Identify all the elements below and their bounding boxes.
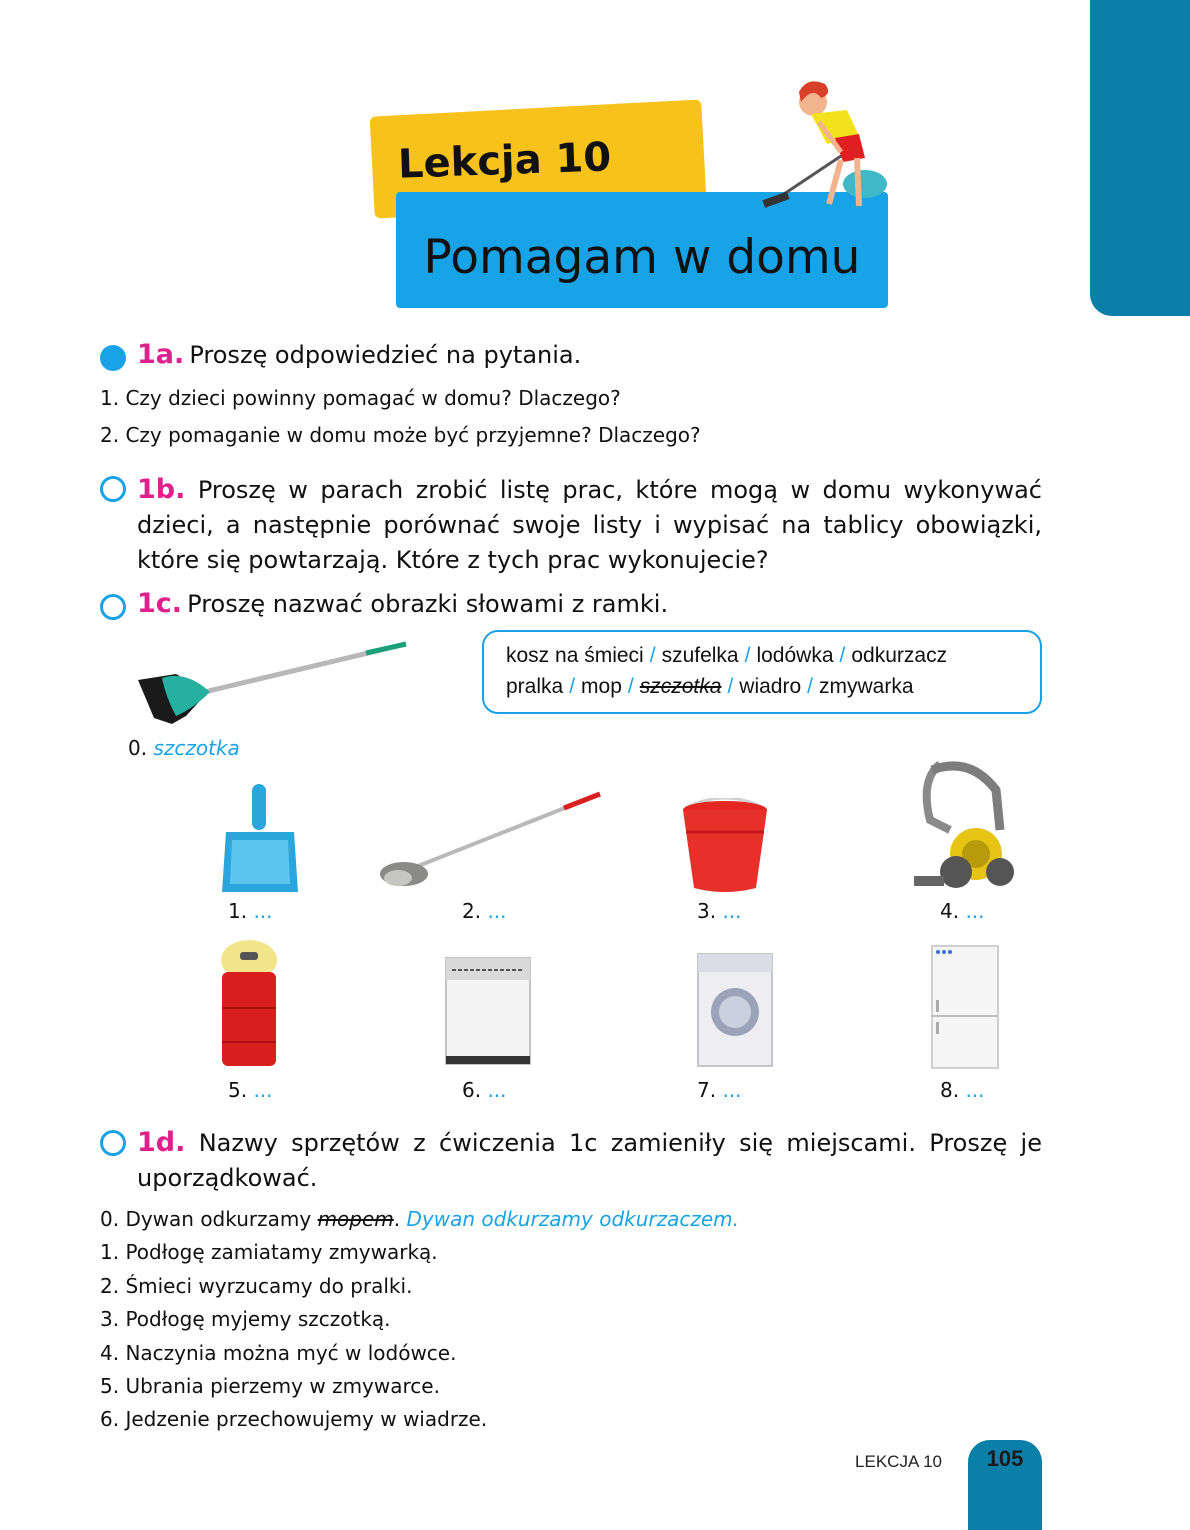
question-line: 1. Czy dzieci powinny pomagać w domu? Dlaczego? — [100, 386, 621, 410]
item-number: 4. — [940, 899, 960, 923]
exercise-1d-block — [137, 1125, 1042, 1196]
fridge-icon — [930, 944, 1000, 1070]
example-sentence-answer: Dywan odkurzamy odkurzaczem. — [406, 1207, 740, 1231]
item-number: 7. — [697, 1078, 717, 1102]
sentence-line: 6. Jedzenie przechowujemy w wiadrze. — [100, 1407, 488, 1431]
item-number: 5. — [228, 1078, 248, 1102]
item-blank: ... — [253, 1078, 273, 1102]
example-number: 0. — [128, 736, 148, 760]
word-item: zmywarka — [819, 675, 914, 698]
item-number: 3. — [697, 899, 717, 923]
item-blank: ... — [965, 1078, 985, 1102]
word-separator: / — [807, 675, 814, 698]
item-blank: ... — [487, 899, 507, 923]
exercise-1d-number: 1d. — [137, 1127, 186, 1158]
exercise-1c-instruction: Proszę nazwać obrazki słowami z ramki. — [187, 590, 669, 618]
example-sentence — [100, 1207, 739, 1231]
page-title: Pomagam w domu — [423, 230, 861, 285]
page-number: 105 — [986, 1446, 1024, 1471]
washing-machine-icon — [696, 952, 774, 1068]
word-separator: / — [839, 644, 846, 667]
item-blank: ... — [965, 899, 985, 923]
question-line: 2. Czy pomaganie w domu może być przyjemne? Dlaczego? — [100, 423, 701, 447]
item-number: 1. — [228, 899, 248, 923]
word-separator: / — [744, 644, 751, 667]
vacuum-icon — [910, 760, 1016, 892]
item-blank: ... — [722, 1078, 742, 1102]
item-blank: ... — [722, 899, 742, 923]
word-item: lodówka — [756, 644, 834, 667]
sentence-line: 4. Naczynia można myć w lodówce. — [100, 1341, 457, 1365]
exercise-1c-number: 1c. — [137, 588, 183, 619]
sentence-line: 1. Podłogę zamiatamy zmywarką. — [100, 1240, 438, 1264]
word-item: mop — [581, 675, 622, 698]
word-separator: / — [627, 675, 634, 698]
exercise-1a-number: 1a. — [137, 339, 185, 370]
chapter-side-tab — [1090, 0, 1190, 316]
word-separator: / — [649, 644, 656, 667]
word-box — [482, 630, 1042, 714]
broom-icon — [136, 636, 412, 732]
word-item: odkurzacz — [851, 644, 948, 667]
pair-work-icon — [100, 594, 126, 620]
exercise-1b-number: 1b. — [137, 474, 186, 505]
item-blank: ... — [253, 899, 273, 923]
pair-work-icon — [100, 476, 126, 502]
example-struck-word: mopem — [317, 1207, 394, 1231]
item-number: 8. — [940, 1078, 960, 1102]
word-item-used: szczotka — [639, 675, 722, 698]
trash-bin-icon — [218, 938, 280, 1070]
word-item: wiadro — [739, 675, 802, 698]
word-item: kosz na śmieci — [506, 644, 644, 667]
mop-icon — [378, 788, 604, 890]
exercise-1d-instruction: Nazwy sprzętów z ćwiczenia 1c zamieniły się miejscami. Proszę je uporządkować. — [137, 1129, 1042, 1192]
pair-work-icon — [100, 1130, 126, 1156]
item-number: 6. — [462, 1078, 482, 1102]
item-number: 2. — [462, 899, 482, 923]
exercise-1b-block — [137, 472, 1042, 578]
speaking-icon — [100, 345, 126, 371]
exercise-1a-instruction: Proszę odpowiedzieć na pytania. — [189, 341, 582, 369]
example-sentence-dot: . — [393, 1207, 407, 1231]
word-separator: / — [727, 675, 734, 698]
bucket-icon — [680, 798, 770, 894]
word-separator: / — [569, 675, 576, 698]
exercise-1b-instruction: Proszę w parach zrobić listę prac, które mogą w domu wykonywać dzieci, a następnie porównać swoje listy i wypisać na tablicy obowiązki, które się powtarzają. Które z tych prac wykonujecie? — [137, 476, 1043, 574]
example-answer: szczotka — [153, 736, 240, 760]
sentence-line: 2. Śmieci wyrzucamy do pralki. — [100, 1274, 413, 1298]
girl-vacuuming-illustration — [755, 72, 895, 217]
word-item: szufelka — [661, 644, 739, 667]
dustpan-icon — [218, 780, 302, 894]
word-item: pralka — [506, 675, 564, 698]
lesson-label: Lekcja 10 — [397, 134, 612, 188]
example-sentence-text: 0. Dywan odkurzamy — [100, 1207, 318, 1231]
item-blank: ... — [487, 1078, 507, 1102]
sentence-line: 3. Podłogę myjemy szczotką. — [100, 1307, 391, 1331]
footer-lesson-label: LEKCJA 10 — [855, 1452, 942, 1471]
dishwasher-icon — [444, 956, 532, 1066]
sentence-line: 5. Ubrania pierzemy w zmywarce. — [100, 1374, 440, 1398]
